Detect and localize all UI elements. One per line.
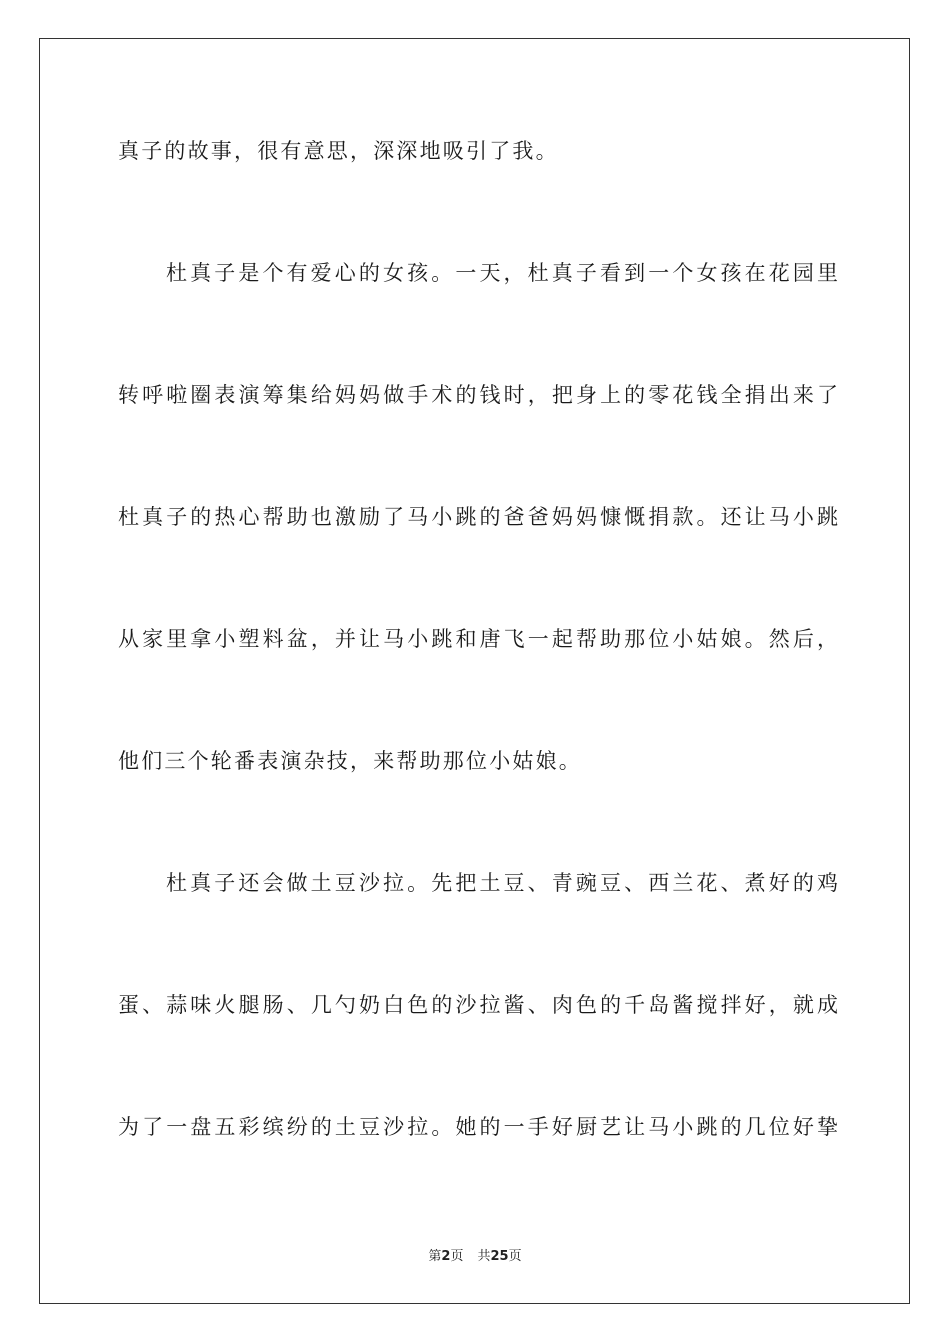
- text-line-9: 为了一盘五彩缤纷的土豆沙拉。她的一手好厨艺让马小跳的几位好挚: [118, 1115, 838, 1139]
- page-prefix: 第: [428, 1249, 442, 1264]
- page-suffix: 页: [450, 1249, 464, 1264]
- total-prefix: 共: [477, 1249, 491, 1264]
- text-line-3: 转呼啦圈表演筹集给妈妈做手术的钱时，把身上的零花钱全捐出来了: [118, 383, 838, 407]
- text-line-7: 杜真子还会做土豆沙拉。先把土豆、青豌豆、西兰花、煮好的鸡: [166, 871, 838, 895]
- text-line-4: 杜真子的热心帮助也激励了马小跳的爸爸妈妈慷慨捐款。还让马小跳: [118, 505, 838, 529]
- text-line-6: 他们三个轮番表演杂技，来帮助那位小姑娘。: [118, 749, 582, 773]
- text-line-8: 蛋、蒜味火腿肠、几勺奶白色的沙拉酱、肉色的千岛酱搅拌好，就成: [118, 993, 838, 1017]
- total-suffix: 页: [508, 1249, 522, 1264]
- text-line-5: 从家里拿小塑料盆，并让马小跳和唐飞一起帮助那位小姑娘。然后，: [118, 627, 838, 651]
- text-line-2: 杜真子是个有爱心的女孩。一天，杜真子看到一个女孩在花园里: [166, 261, 838, 285]
- page-footer: [0, 1248, 950, 1266]
- page-number: 2: [441, 1249, 451, 1264]
- total-pages: 25: [490, 1249, 509, 1264]
- text-line-1: 真子的故事，很有意思，深深地吸引了我。: [118, 139, 559, 163]
